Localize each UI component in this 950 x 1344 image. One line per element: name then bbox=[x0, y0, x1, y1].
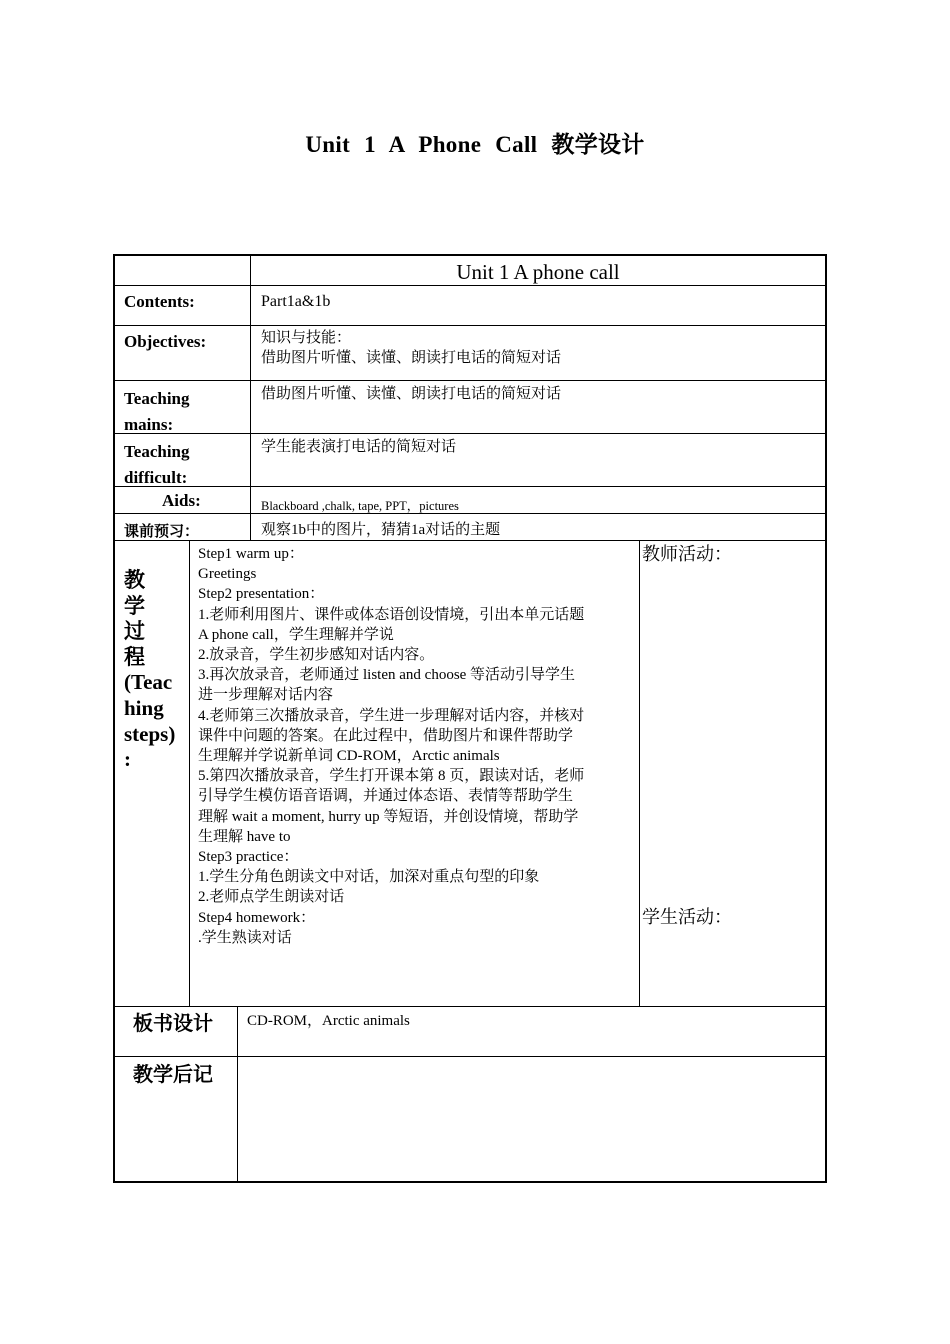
teaching-difficult-label: Teaching bbox=[124, 442, 190, 461]
column-divider bbox=[237, 1006, 238, 1181]
row-divider bbox=[115, 1056, 825, 1057]
reflection-value[interactable] bbox=[247, 1062, 817, 1172]
step-line: 理解 wait a moment, hurry up 等短语，并创设情境，帮助学 bbox=[198, 808, 579, 825]
objectives-line: 知识与技能： bbox=[261, 330, 352, 346]
row-divider bbox=[115, 540, 825, 541]
row-divider bbox=[115, 513, 825, 514]
process-label-line: steps) bbox=[124, 721, 176, 746]
process-label-line: 教 bbox=[124, 568, 145, 592]
step-line: 进一步理解对话内容 bbox=[198, 687, 334, 704]
objectives-label: Objectives: bbox=[124, 332, 207, 351]
teaching-mains-label: Teaching bbox=[124, 389, 190, 408]
step-line: 2.老师点学生朗读对话 bbox=[198, 889, 345, 906]
student-activity-label: 学生活动： bbox=[642, 907, 732, 927]
step-line: 1.老师利用图片、课件或体态语创设情境，引出本单元话题 bbox=[198, 606, 585, 623]
step-line: Step3 practice： bbox=[198, 849, 299, 866]
step-line: Step4 homework： bbox=[198, 909, 316, 926]
step-line: 生理解 have to bbox=[198, 828, 291, 845]
step-line: .学生熟读对话 bbox=[198, 929, 292, 946]
step-line: 2.放录音，学生初步感知对话内容。 bbox=[198, 647, 435, 664]
process-label-line: 程 bbox=[124, 644, 145, 669]
column-divider bbox=[639, 540, 640, 1006]
process-steps bbox=[198, 544, 584, 948]
process-label-line: 过 bbox=[124, 619, 145, 644]
preview-label: 课前预习： bbox=[124, 524, 200, 540]
row-divider bbox=[115, 325, 825, 326]
preview-value: 观察1b中的图片，猜猜1a对话的主题 bbox=[261, 522, 501, 538]
teaching-difficult-label: difficult: bbox=[124, 468, 188, 487]
step-line: Step2 presentation： bbox=[198, 586, 325, 603]
contents-value: Part1a&1b bbox=[261, 293, 331, 310]
objectives-line: 借助图片听懂、读懂、朗读打电话的简短对话 bbox=[261, 350, 562, 366]
step-line: 引导学生模仿语音语调，并通过体态语、表情等帮助学生 bbox=[198, 788, 574, 805]
teaching-difficult-value: 学生能表演打电话的简短对话 bbox=[261, 439, 457, 455]
row-divider bbox=[115, 380, 825, 381]
row-divider bbox=[115, 1006, 825, 1007]
lesson-plan-table bbox=[113, 254, 827, 1183]
teaching-mains-value: 借助图片听懂、读懂、朗读打电话的简短对话 bbox=[261, 386, 562, 402]
column-divider bbox=[189, 540, 190, 1006]
step-line: 3.再次放录音，老师通过 listen and choose 等活动引导学生 bbox=[198, 667, 576, 684]
step-line: 生理解并学说新单词 CD-ROM，Arctic animals bbox=[198, 748, 500, 765]
aids-label: Aids: bbox=[162, 491, 201, 510]
process-label bbox=[124, 568, 175, 773]
step-line: 1.学生分角色朗读文中对话，加深对重点句型的印象 bbox=[198, 869, 540, 886]
row-divider bbox=[115, 433, 825, 434]
process-label-line: : bbox=[124, 747, 131, 772]
aids-value: Blackboard ,chalk, tape, PPT，pictures bbox=[261, 499, 459, 513]
teacher-activity-label: 教师活动： bbox=[642, 544, 732, 564]
reflection-label: 教学后记 bbox=[133, 1064, 213, 1086]
step-line: Step1 warm up： bbox=[198, 546, 304, 562]
step-line: A phone call，学生理解并学说 bbox=[198, 626, 394, 643]
contents-label: Contents: bbox=[124, 292, 195, 311]
row-divider bbox=[115, 486, 825, 487]
blackboard-label: 板书设计 bbox=[133, 1013, 213, 1035]
document-title: Unit 1 A Phone Call 教学设计 bbox=[305, 132, 645, 157]
teaching-mains-label: mains: bbox=[124, 415, 174, 434]
step-line: 课件中问题的答案。在此过程中，借助图片和课件帮助学 bbox=[198, 727, 574, 744]
step-line: 4.老师第三次播放录音，学生进一步理解对话内容，并核对 bbox=[198, 707, 585, 724]
column-divider bbox=[250, 256, 251, 540]
blackboard-value: CD-ROM，Arctic animals bbox=[247, 1013, 410, 1029]
step-line: Greetings bbox=[198, 566, 257, 583]
row-divider bbox=[115, 285, 825, 286]
process-label-line: hing bbox=[124, 695, 164, 720]
step-line: 5.第四次播放录音，学生打开课本第 8 页，跟读对话，老师 bbox=[198, 768, 585, 785]
table-header-title: Unit 1 A phone call bbox=[456, 260, 620, 284]
process-label-line: (Teac bbox=[124, 670, 173, 695]
process-label-line: 学 bbox=[124, 593, 145, 618]
